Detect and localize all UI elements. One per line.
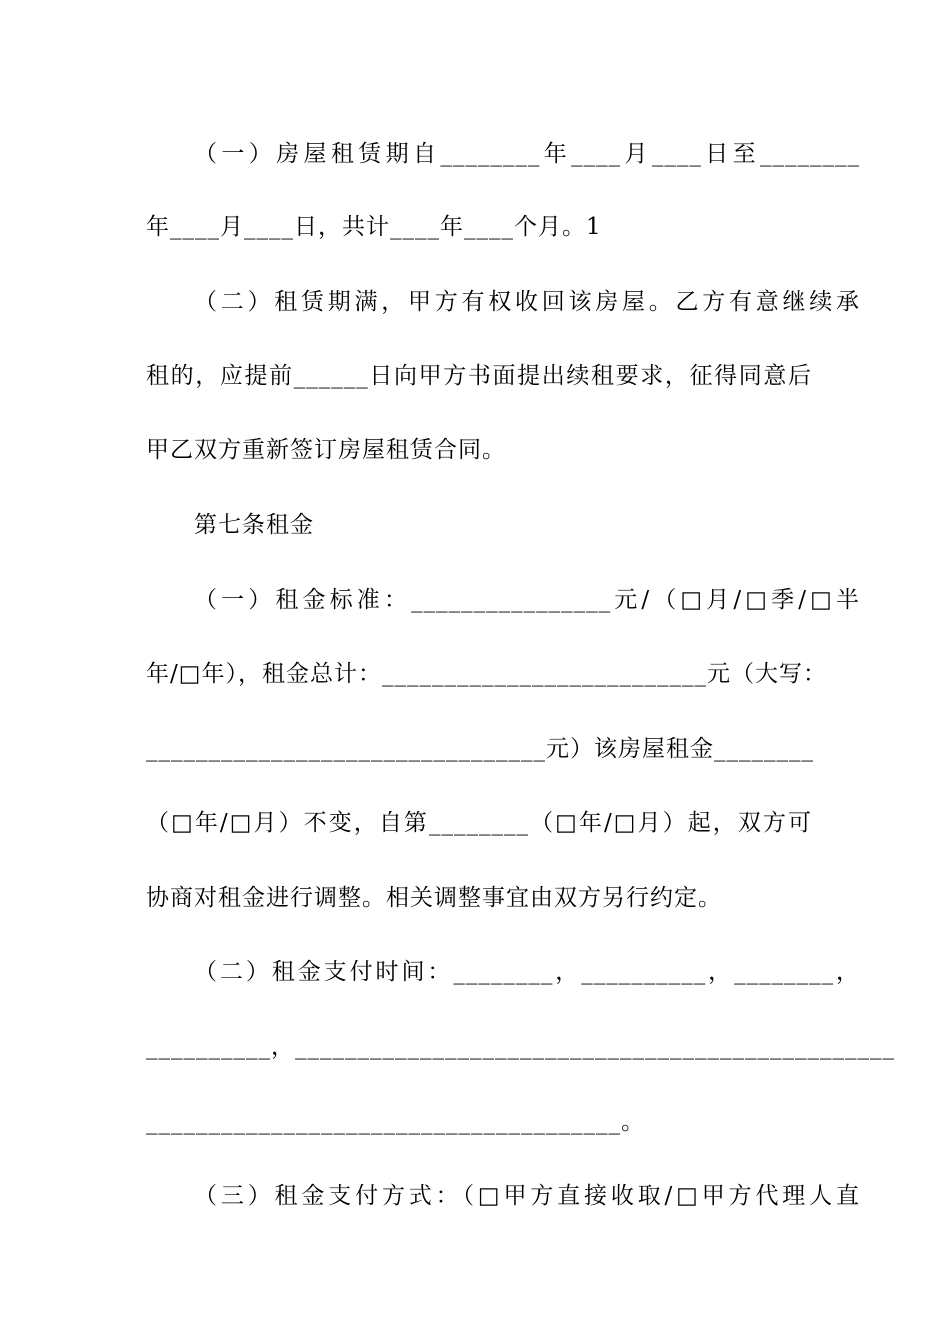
text-line: ________________________________元）该房屋租金________: [146, 736, 814, 762]
text-line: （三）租金支付方式：（□甲方直接收取/□甲方代理人直: [194, 1183, 860, 1209]
section-heading: 第七条租金: [194, 512, 314, 538]
text-line: （二）租赁期满，甲方有权收回该房屋。乙方有意继续承: [194, 289, 860, 315]
text-line: ______________________________________。: [146, 1109, 645, 1135]
text-line: （一）房屋租赁期自________年____月____日至________: [194, 141, 860, 167]
text-line: 协商对租金进行调整。相关调整事宜由双方另行约定。: [146, 885, 722, 911]
text-line: 年/□年），租金总计：__________________________元（大写：: [146, 661, 827, 687]
text-line: __________，________________________________________________: [146, 1034, 895, 1060]
text-line: （二）租金支付时间：________，__________，________，: [194, 959, 860, 985]
text-line: 甲乙双方重新签订房屋租赁合同。: [146, 437, 506, 463]
text-line: （一）租金标准：________________元/（□月/□季/□半: [194, 587, 860, 613]
text-line: 租的，应提前______日向甲方书面提出续租要求，征得同意后: [146, 363, 812, 389]
text-line: 年____月____日，共计____年____个月。1: [146, 214, 602, 240]
text-line: （□年/□月）不变，自第________（□年/□月）起，双方可: [146, 810, 812, 836]
